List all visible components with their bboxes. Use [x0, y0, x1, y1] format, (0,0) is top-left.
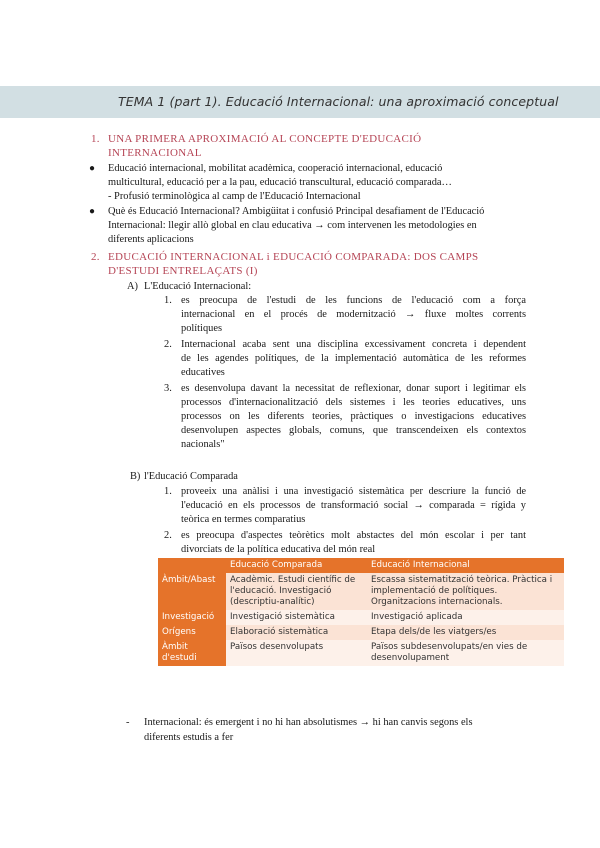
subB-title: l'Educació Comparada [144, 471, 238, 482]
section1-title-line2: INTERNACIONAL [108, 147, 202, 159]
final-line1: Internacional: és emergent i no hi han absolutismes → hi han canvis segons els [144, 717, 473, 728]
subB-item1-line2: l'educació en els processos de transformació social → comparada = rígida y [181, 500, 526, 511]
subA-item1-line1: es preocupa de l'estudi de les funcions de l'educació com a força [181, 295, 526, 306]
subB-item2-num: 2. [164, 530, 172, 541]
final-dash: - [126, 717, 130, 728]
table-header-comparada: Educació Comparada [226, 558, 367, 573]
final-line2: diferents estudis a fer [144, 732, 234, 743]
section2-title-line2: D'ESTUDI ENTRELAÇATS (I) [108, 265, 258, 277]
table-row [158, 625, 564, 640]
subB-item1-line3: teòrica en termes comparatius [181, 514, 306, 525]
section1-title-line1: UNA PRIMERA APROXIMACIÓ AL CONCEPTE D'EDUCACIÓ [108, 133, 422, 145]
subA-item3-line1: es desenvolupa davant la necessitat de reflexionar, donar suport i legitimar els [181, 383, 526, 394]
table-row [158, 640, 564, 666]
section2-number: 2. [91, 251, 100, 263]
table-cell-comparada: Països desenvolupats [226, 640, 367, 666]
subA-item3-line5: nacionals" [181, 439, 225, 450]
table-cell-comparada: Elaboració sistemàtica [226, 625, 367, 640]
table-row-label: Investigació [158, 610, 226, 625]
subA-item1-line2: internacional en el procés de modernització → fluxe moltes corrents [181, 309, 526, 320]
table-cell-internacional: Investigació aplicada [367, 610, 564, 625]
table-header-internacional: Educació Internacional [367, 558, 564, 573]
subA-item1-num: 1. [164, 295, 172, 306]
subA-item2-line1: Internacional acaba sent una disciplina excessivament concreta i dependent [181, 339, 526, 350]
subB-item1-line1: proveeix una anàlisi i una investigació sistemàtica per descriure la funció de [181, 486, 526, 497]
subB-item2-line1: es preocupa d'aspectes teòrètics molt abstactes del món escolar i per tant [181, 530, 526, 541]
document-title: TEMA 1 (part 1). Educació Internacional: una aproximació conceptual [118, 94, 559, 109]
bullet-dot-1: ● [89, 163, 96, 174]
table-row-label: Àmbit d'estudi [158, 640, 226, 666]
table-row-label: Àmbit/Abast [158, 573, 226, 610]
subA-item2-line3: educatives [181, 367, 225, 378]
subA-item3-num: 3. [164, 383, 172, 394]
subA-item3-line2: processos d'internacionalització dels sistemes i les teories educatives, uns [181, 397, 526, 408]
section2-title-line1: EDUCACIÓ INTERNACIONAL i EDUCACIÓ COMPARADA: DOS CAMPS [108, 251, 479, 263]
table-row [158, 610, 564, 625]
section1-bullet1-line2: multicultural, educació per a la pau, educació transcultural, educació comparada… [108, 177, 452, 188]
table-row-label: Orígens [158, 625, 226, 640]
subA-item2-num: 2. [164, 339, 172, 350]
subB-item2-line2: divorciats de la política educativa del món real [181, 544, 376, 555]
subA-item3-line4: desenvolupen aspectes globals, comuns, que transcendeixen els contextos [181, 425, 526, 436]
bullet-dot-2: ● [89, 206, 96, 217]
subB-label: B) [130, 471, 141, 482]
comparison-table [158, 558, 564, 666]
section1-number: 1. [91, 133, 100, 145]
table-cell-internacional: Etapa dels/de les viatgers/es [367, 625, 564, 640]
subA-label: A) [127, 281, 138, 292]
table-cell-internacional: Països subdesenvolupats/en vies de desenvolupament [367, 640, 564, 666]
table-cell-internacional: Escassa sistematització teòrica. Pràctica i implementació de polítiques. Organitzacions internacionals. [367, 573, 564, 610]
subA-item2-line2: de les agendes polítiques, de la implementació automàtica de les reformes [181, 353, 526, 364]
subA-item3-line3: processos on les diferents teories, pràctiques o investigacions educatives [181, 411, 526, 422]
subA-title: L'Educació Internacional: [144, 281, 252, 292]
table-header-empty [158, 558, 226, 573]
subA-item1-line3: polítiques [181, 323, 222, 334]
section1-bullet2-line3: diferents aplicacions [108, 234, 194, 245]
section1-bullet2-line1: Què és Educació Internacional? Ambigüitat i confusió Principal desafiament de l'Educació [108, 206, 485, 217]
table-header-row [158, 558, 564, 573]
table-cell-comparada: Acadèmic. Estudi científic de l'educació. Investigació (descriptiu-analític) [226, 573, 367, 610]
section1-bullet1-line3: - Profusió terminològica al camp de l'Educació Internacional [108, 191, 361, 202]
table-cell-comparada: Investigació sistemàtica [226, 610, 367, 625]
section1-bullet1-line1: Educació internacional, mobilitat acadèmica, cooperació internacional, educació [108, 163, 443, 174]
section1-bullet2-line2: Internacional: llegir allò global en clau educativa → com intervenen les metodologies en [108, 220, 477, 231]
subB-item1-num: 1. [164, 486, 172, 497]
table-row [158, 573, 564, 610]
